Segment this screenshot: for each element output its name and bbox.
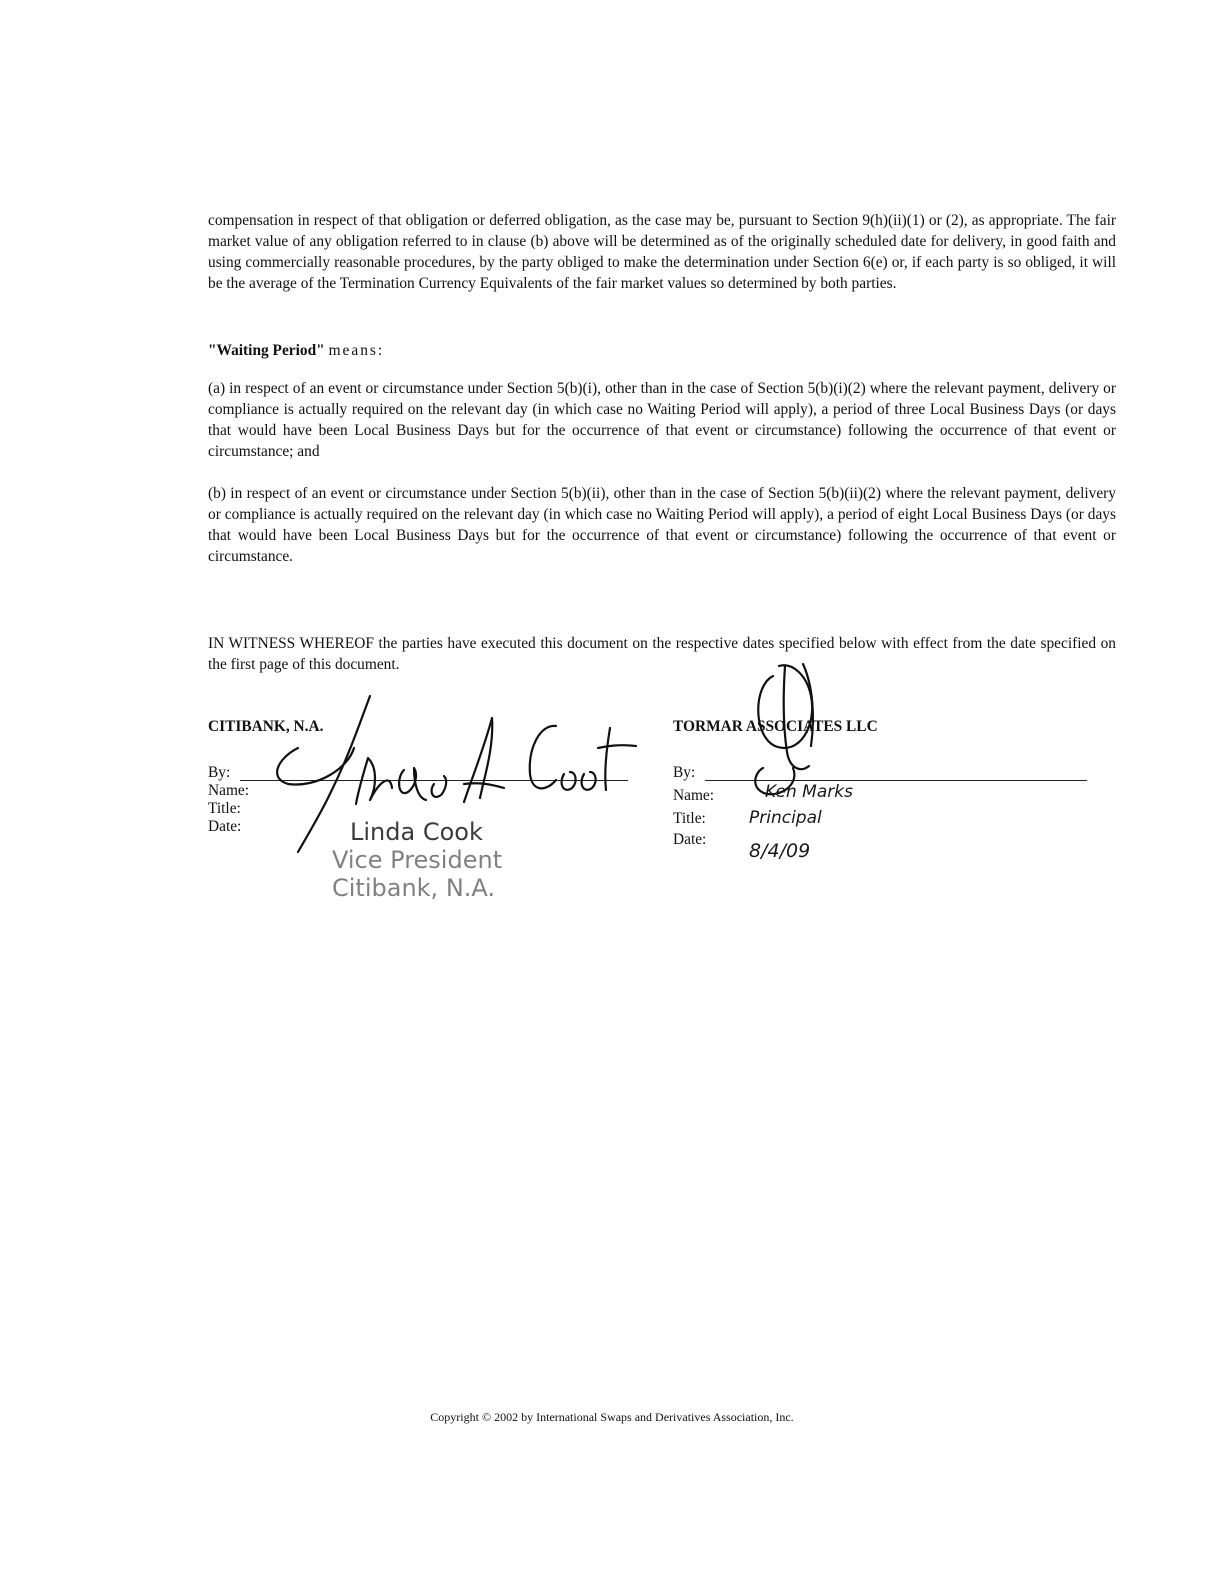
paragraph-a: (a) in respect of an event or circumstance under Section 5(b)(i), other than in the case of Section 5(b)(i)(2) where the relevant payment, delivery or compliance is actually required on the relevant day (in which case no Waiting Period will apply), a period of three Local Business Days (or days that would have been Local Business Days but for the occurrence of that event or circumstance) following the occurrence of that event or circumstance; and (208, 380, 1116, 460)
by-label: By: (673, 764, 696, 781)
handwritten-name: Ken Marks (765, 782, 853, 802)
party-name-tormar: TORMAR ASSOCIATES LLC (673, 718, 878, 735)
stamp-name: Linda Cook (350, 818, 483, 846)
waiting-period-definition (208, 340, 1116, 361)
stamp-title: Vice President (332, 846, 503, 874)
stamp-company: Citibank, N.A. (332, 874, 496, 902)
signature-block-citibank (208, 718, 628, 902)
name-label: Name: (208, 782, 250, 799)
definition-term: "Waiting Period" (208, 342, 325, 359)
date-label: Date: (673, 831, 707, 848)
signature-block-tormar (673, 718, 1093, 898)
handwritten-title: Principal (749, 808, 822, 828)
copyright-footer: Copyright © 2002 by International Swaps and Derivatives Association, Inc. (430, 1410, 794, 1424)
name-label: Name: (673, 787, 715, 804)
witness-clause: IN WITNESS WHEREOF the parties have executed this document on the respective dates specified below with effect from the date specified on the first page of this document. (208, 635, 1116, 673)
paragraph-compensation: compensation in respect of that obligation or deferred obligation, as the case may be, pursuant to Section 9(h)(ii)(1) or (2), as appropriate. The fair market value of any obligation referred to in clause (b) above will be determined as of the originally scheduled date for delivery, in good faith and using commercially reasonable procedures, by the party obliged to make the determination under Section 6(e) or, if each party is so obliged, it will be the average of the Termination Currency Equivalents of the fair market values so determined by both parties. (208, 212, 1116, 292)
title-label: Title: (208, 800, 241, 817)
handwritten-date: 8/4/09 (749, 840, 811, 862)
title-label: Title: (673, 810, 706, 827)
paragraph-b: (b) in respect of an event or circumstance under Section 5(b)(ii), other than in the case of Section 5(b)(ii)(2) where the relevant payment, delivery or compliance is actually required on the relevant day (in which case no Waiting Period will apply), a period of eight Local Business Days (or days that would have been Local Business Days but for the occurrence of that event or circumstance) following the occurrence of that event or circumstance. (208, 485, 1116, 565)
party-name-citibank: CITIBANK, N.A. (208, 718, 324, 735)
by-label: By: (208, 764, 231, 781)
date-label: Date: (208, 818, 242, 835)
definition-means: means: (328, 342, 385, 359)
